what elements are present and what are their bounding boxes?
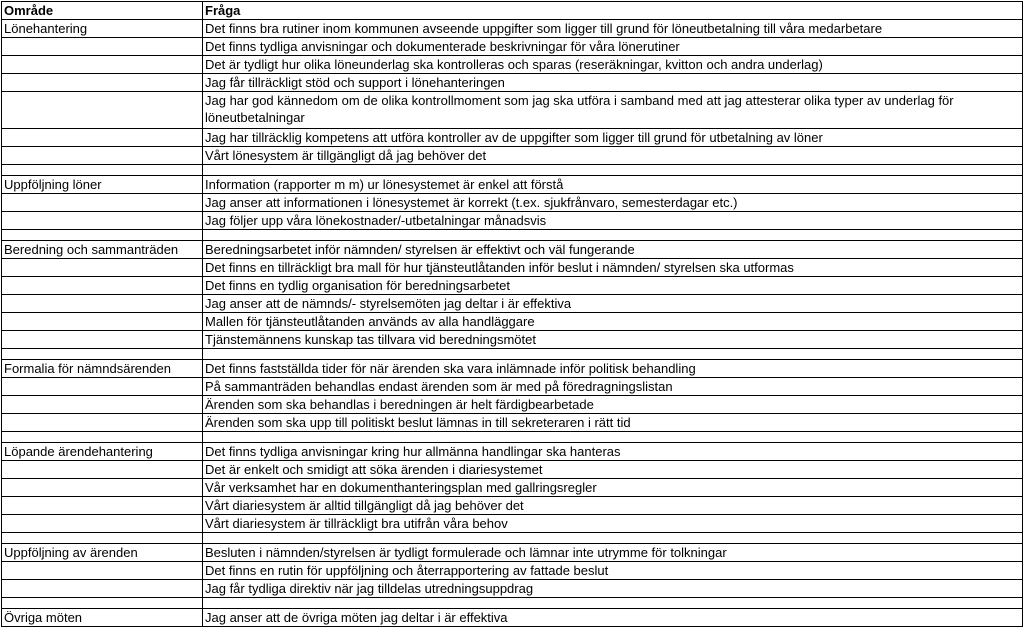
spacer-cell[interactable] [2,432,203,443]
question-cell[interactable]: Beredningsarbetet inför nämnden/ styrelsen är effektivt och väl fungerande [203,241,1023,259]
table-row [2,212,1023,230]
question-cell[interactable]: Det finns en tydlig organisation för beredningsarbetet [203,277,1023,295]
table-body [2,20,1023,627]
question-cell[interactable]: Vårt diariesystem är tillräckligt bra utifrån våra behov [203,515,1023,533]
question-cell[interactable]: Det finns bra rutiner inom kommunen avseende uppgifter som ligger till grund för löneutbetalning till våra medarbetare [203,20,1023,38]
table-row [2,129,1023,147]
survey-table [1,1,1023,627]
header-question[interactable]: Fråga [203,2,1023,20]
question-cell[interactable]: Jag anser att de nämnds/- styrelsemöten jag deltar i är effektiva [203,295,1023,313]
area-cell-empty[interactable] [2,331,203,349]
table-row [2,461,1023,479]
area-cell[interactable]: Beredning och sammanträden [2,241,203,259]
table-row [2,259,1023,277]
question-cell[interactable]: På sammanträden behandlas endast ärenden som är med på föredragningslistan [203,378,1023,396]
spacer-cell[interactable] [2,349,203,360]
area-cell-empty[interactable] [2,129,203,147]
table-row [2,74,1023,92]
table-row [2,295,1023,313]
area-cell-empty[interactable] [2,194,203,212]
area-cell-empty[interactable] [2,515,203,533]
area-cell-empty[interactable] [2,259,203,277]
table-row [2,479,1023,497]
table-row [2,609,1023,627]
header-area[interactable]: Område [2,2,203,20]
question-cell[interactable]: Jag har god kännedom om de olika kontrollmoment som jag ska utföra i samband med att jag attesterar olika typer av underlag för löneutbetalningar [203,92,1023,129]
spacer-cell[interactable] [203,533,1023,544]
question-cell[interactable]: Jag anser att de övriga möten jag deltar i är effektiva [203,609,1023,627]
question-cell[interactable]: Vårt lönesystem är tillgängligt då jag behöver det [203,147,1023,165]
question-cell[interactable]: Ärenden som ska behandlas i beredningen är helt färdigbearbetade [203,396,1023,414]
area-cell-empty[interactable] [2,414,203,432]
table-row [2,580,1023,598]
question-cell[interactable]: Jag får tydliga direktiv när jag tilldelas utredningsuppdrag [203,580,1023,598]
question-cell[interactable]: Tjänstemännens kunskap tas tillvara vid beredningsmötet [203,331,1023,349]
table-row [2,38,1023,56]
spacer-row [2,598,1023,609]
question-cell[interactable]: Det är tydligt hur olika löneunderlag ska kontrolleras och sparas (reseräkningar, kvitton och andra underlag) [203,56,1023,74]
spacer-cell[interactable] [2,533,203,544]
area-cell[interactable]: Övriga möten [2,609,203,627]
spacer-row [2,230,1023,241]
area-cell-empty[interactable] [2,497,203,515]
question-cell[interactable]: Det finns tydliga anvisningar och dokumenterade beskrivningar för våra lönerutiner [203,38,1023,56]
table-row [2,241,1023,259]
spacer-cell[interactable] [203,230,1023,241]
question-cell[interactable]: Jag följer upp våra lönekostnader/-utbetalningar månadsvis [203,212,1023,230]
question-cell[interactable]: Mallen för tjänsteutlåtanden används av alla handläggare [203,313,1023,331]
area-cell-empty[interactable] [2,396,203,414]
question-cell[interactable]: Det finns tydliga anvisningar kring hur allmänna handlingar ska hanteras [203,443,1023,461]
table-row [2,20,1023,38]
table-row [2,92,1023,129]
spacer-cell[interactable] [2,165,203,176]
area-cell-empty[interactable] [2,277,203,295]
table-row [2,360,1023,378]
table-row [2,378,1023,396]
question-cell[interactable]: Vår verksamhet har en dokumenthanteringsplan med gallringsregler [203,479,1023,497]
area-cell-empty[interactable] [2,378,203,396]
area-cell-empty[interactable] [2,38,203,56]
question-cell[interactable]: Det finns fastställda tider för när ärenden ska vara inlämnade inför politisk behandling [203,360,1023,378]
area-cell-empty[interactable] [2,295,203,313]
spacer-row [2,349,1023,360]
area-cell-empty[interactable] [2,92,203,129]
area-cell-empty[interactable] [2,479,203,497]
question-cell[interactable]: Det finns en rutin för uppföljning och återrapportering av fattade beslut [203,562,1023,580]
area-cell-empty[interactable] [2,562,203,580]
spacer-cell[interactable] [2,598,203,609]
question-cell[interactable]: Information (rapporter m m) ur lönesystemet är enkel att förstå [203,176,1023,194]
area-cell-empty[interactable] [2,313,203,331]
spacer-cell[interactable] [2,230,203,241]
area-cell[interactable]: Uppföljning av ärenden [2,544,203,562]
question-cell[interactable]: Det finns en tillräckligt bra mall för hur tjänsteutlåtanden inför beslut i nämnden/ styrelsen ska utformas [203,259,1023,277]
spacer-row [2,533,1023,544]
question-cell[interactable]: Jag får tillräckligt stöd och support i lönehanteringen [203,74,1023,92]
table-row [2,194,1023,212]
question-cell[interactable]: Det är enkelt och smidigt att söka ärenden i diariesystemet [203,461,1023,479]
question-cell[interactable]: Jag har tillräcklig kompetens att utföra kontroller av de uppgifter som ligger till grund för utbetalning av löner [203,129,1023,147]
table-row [2,544,1023,562]
spacer-cell[interactable] [203,165,1023,176]
table-row [2,414,1023,432]
table-row [2,313,1023,331]
table-row [2,396,1023,414]
spacer-cell[interactable] [203,432,1023,443]
spacer-row [2,432,1023,443]
spacer-cell[interactable] [203,598,1023,609]
spacer-cell[interactable] [203,349,1023,360]
area-cell-empty[interactable] [2,580,203,598]
table-row [2,277,1023,295]
area-cell[interactable]: Uppföljning löner [2,176,203,194]
question-cell[interactable]: Ärenden som ska upp till politiskt beslut lämnas in till sekreteraren i rätt tid [203,414,1023,432]
area-cell-empty[interactable] [2,461,203,479]
table-row [2,147,1023,165]
question-cell[interactable]: Jag anser att informationen i lönesystemet är korrekt (t.ex. sjukfrånvaro, semesterdagar etc.) [203,194,1023,212]
table-row [2,56,1023,74]
table-row [2,176,1023,194]
area-cell-empty[interactable] [2,147,203,165]
table-row [2,497,1023,515]
area-cell-empty[interactable] [2,212,203,230]
area-cell[interactable]: Löpande ärendehantering [2,443,203,461]
area-cell[interactable]: Formalia för nämndsärenden [2,360,203,378]
header-row [2,2,1023,20]
area-cell-empty[interactable] [2,56,203,74]
table-row [2,515,1023,533]
area-cell[interactable]: Lönehantering [2,20,203,38]
table-row [2,562,1023,580]
area-cell-empty[interactable] [2,74,203,92]
table-row [2,443,1023,461]
table-row [2,331,1023,349]
question-cell[interactable]: Besluten i nämnden/styrelsen är tydligt formulerade och lämnar inte utrymme för tolkningar [203,544,1023,562]
spacer-row [2,165,1023,176]
question-cell[interactable]: Vårt diariesystem är alltid tillgängligt då jag behöver det [203,497,1023,515]
